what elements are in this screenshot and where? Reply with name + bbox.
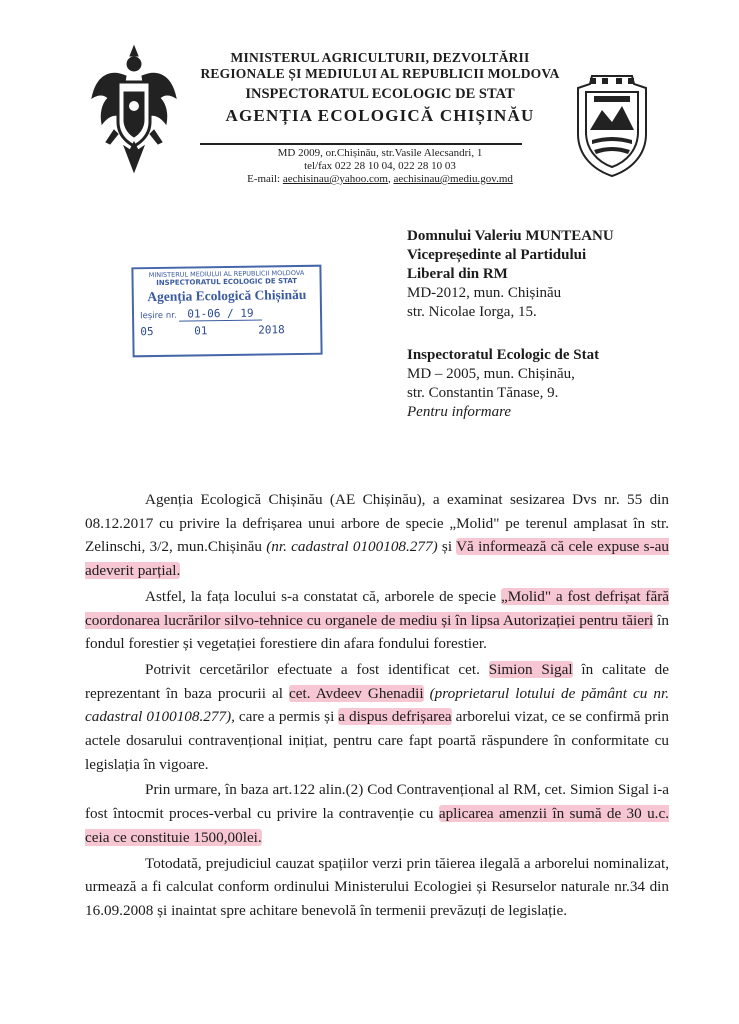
p3-text-end: arborelui vizat, ce se confirmă prin actele dosarului contravențional inițiat, pentru care fapt poartă răspundere în conformitate cu legislația în vigoare.	[85, 708, 669, 773]
stamp-out-number: 01-06 / 19	[179, 307, 261, 322]
agency-telfax: tel/fax 022 28 10 04, 022 28 10 03	[304, 160, 456, 172]
p1-cadastral: (nr. cadastral 0100108.277)	[266, 538, 438, 556]
p3-owner-note: (proprietarul lotului de pământ cu nr. cadastral 0100108.277),	[85, 684, 669, 726]
recipient2-city: MD – 2005, mun. Chișinău,	[407, 366, 575, 382]
p3-text-3: care a permis și	[234, 708, 339, 726]
letterhead	[190, 50, 570, 127]
stamp-ministry: MINISTERUL MEDIULUI AL REPUBLICII MOLDOVA	[148, 268, 305, 280]
recipient-street: str. Nicolae Iorga, 15.	[407, 304, 537, 320]
p4-highlight-fine: aplicarea amenzii în sumă de 30 u.c. ceia ce constituie 1500,00lei.	[85, 805, 669, 846]
header-divider	[200, 143, 522, 145]
paragraph-3	[85, 658, 669, 777]
ministry-name-line2: REGIONALE ȘI MEDIULUI AL REPUBLICII MOLDOVA	[200, 66, 560, 81]
p2-highlight: „Molid" a fost defrișat fără coordonarea lucrărilor silvo-tehnice cu organele de mediu și în lipsa Autorizației pentru tăieri	[85, 587, 670, 629]
stamp-date-year: 2018	[258, 323, 285, 337]
p3-highlight-owner: cet. Avdeev Ghenadii	[289, 684, 424, 702]
ministry-name-line1: MINISTERUL AGRICULTURII, DEZVOLTĂRII	[230, 50, 530, 65]
stamp-out-number-row	[134, 306, 320, 324]
paragraph-2	[85, 585, 669, 656]
agency-address: MD 2009, or.Chișinău, str.Vasile Alecsandri, 1	[277, 147, 483, 159]
stamp-date-day: 05	[140, 325, 154, 339]
paragraph-4	[85, 778, 669, 849]
recipient2-name: Inspectoratul Ecologic de Stat	[407, 347, 600, 363]
stamp-date-month: 01	[194, 324, 208, 338]
p2-text: Astfel, la fața locului s-a constatat că, arborele de specie	[145, 587, 501, 605]
contact-block	[190, 147, 570, 186]
p1-text: Agenția Ecologică Chișinău (AE Chișinău), a examinat sesizarea Dvs nr. 55 din 08.12.2017 cu privire la defrișarea unui arbore de specie „Molid" pe terenul amplasat în str. Zelinschi, 3/2, mun.Chișinău	[85, 491, 669, 556]
p3-text: Potrivit cercetărilor efectuate a fost identificat cet.	[145, 660, 489, 678]
agency-email	[190, 173, 570, 186]
p2-text-end: în fondul forestier și vegetației forestiere din afara fondului forestier.	[85, 611, 669, 653]
p1-highlight: Vă informează că cele expuse s-au adeverit parțial.	[85, 538, 669, 580]
stamp-inspectorate: INSPECTORATUL ECOLOGIC DE STAT	[156, 277, 298, 287]
p3-highlight-action: a dispus defrișarea	[338, 708, 452, 726]
recipient-primary	[407, 227, 614, 322]
email-separator: ,	[387, 173, 394, 185]
recipient-city: MD-2012, mun. Chișinău	[407, 285, 562, 301]
paragraph-5: Totodată, prejudiciul cauzat spațiilor verzi prin tăierea ilegală a arborelui nominalizat, urmează a fi calculat conform ordinului Ministerului Ecologiei și Resurselor naturale nr.34 din 16.09.2008 și inaintat spre achitare benevolă în termenii prevăzuți de legislație.	[85, 854, 669, 919]
paragraph-1	[85, 488, 669, 583]
registration-stamp	[131, 265, 322, 358]
p4-text: Prin urmare, în baza art.122 alin.(2) Cod Contravențional al RM, cet. Simion Sigal i-a fost întocmit proces-verbal cu privire la contravenție cu	[85, 781, 669, 823]
email-label: E-mail:	[247, 173, 283, 185]
stamp-agency: Agenția Ecologică Chișinău	[147, 286, 307, 305]
stamp-date-row	[134, 323, 320, 341]
email-link-gov[interactable]: aechisinau@mediu.gov.md	[393, 173, 513, 185]
recipient-name: Domnului Valeriu MUNTEANU	[407, 228, 614, 244]
p3-text-2: în calitate de reprezentant în baza procurii al	[85, 660, 669, 702]
p3-highlight-name: Simion Sigal	[488, 660, 573, 678]
recipient-title: Vicepreședinte al Partidului	[407, 247, 587, 263]
email-link-yahoo[interactable]: aechisinau@yahoo.com	[282, 173, 388, 185]
moldova-coat-of-arms-icon	[88, 42, 180, 182]
letter-body	[85, 488, 669, 923]
recipient2-street: str. Constantin Tănase, 9.	[407, 385, 559, 401]
recipient2-note: Pentru informare	[407, 404, 512, 420]
p1-joiner: și	[437, 538, 457, 556]
stamp-out-label: Ieșire nr.	[139, 310, 177, 322]
agency-name: AGENȚIA ECOLOGICĂ CHIȘINĂU	[225, 106, 535, 125]
recipient-secondary	[407, 346, 599, 422]
inspectorate-name: INSPECTORATUL ECOLOGIC DE STAT	[245, 86, 515, 102]
agency-emblem-icon	[572, 70, 652, 180]
recipient-party: Liberal din RM	[407, 266, 508, 282]
